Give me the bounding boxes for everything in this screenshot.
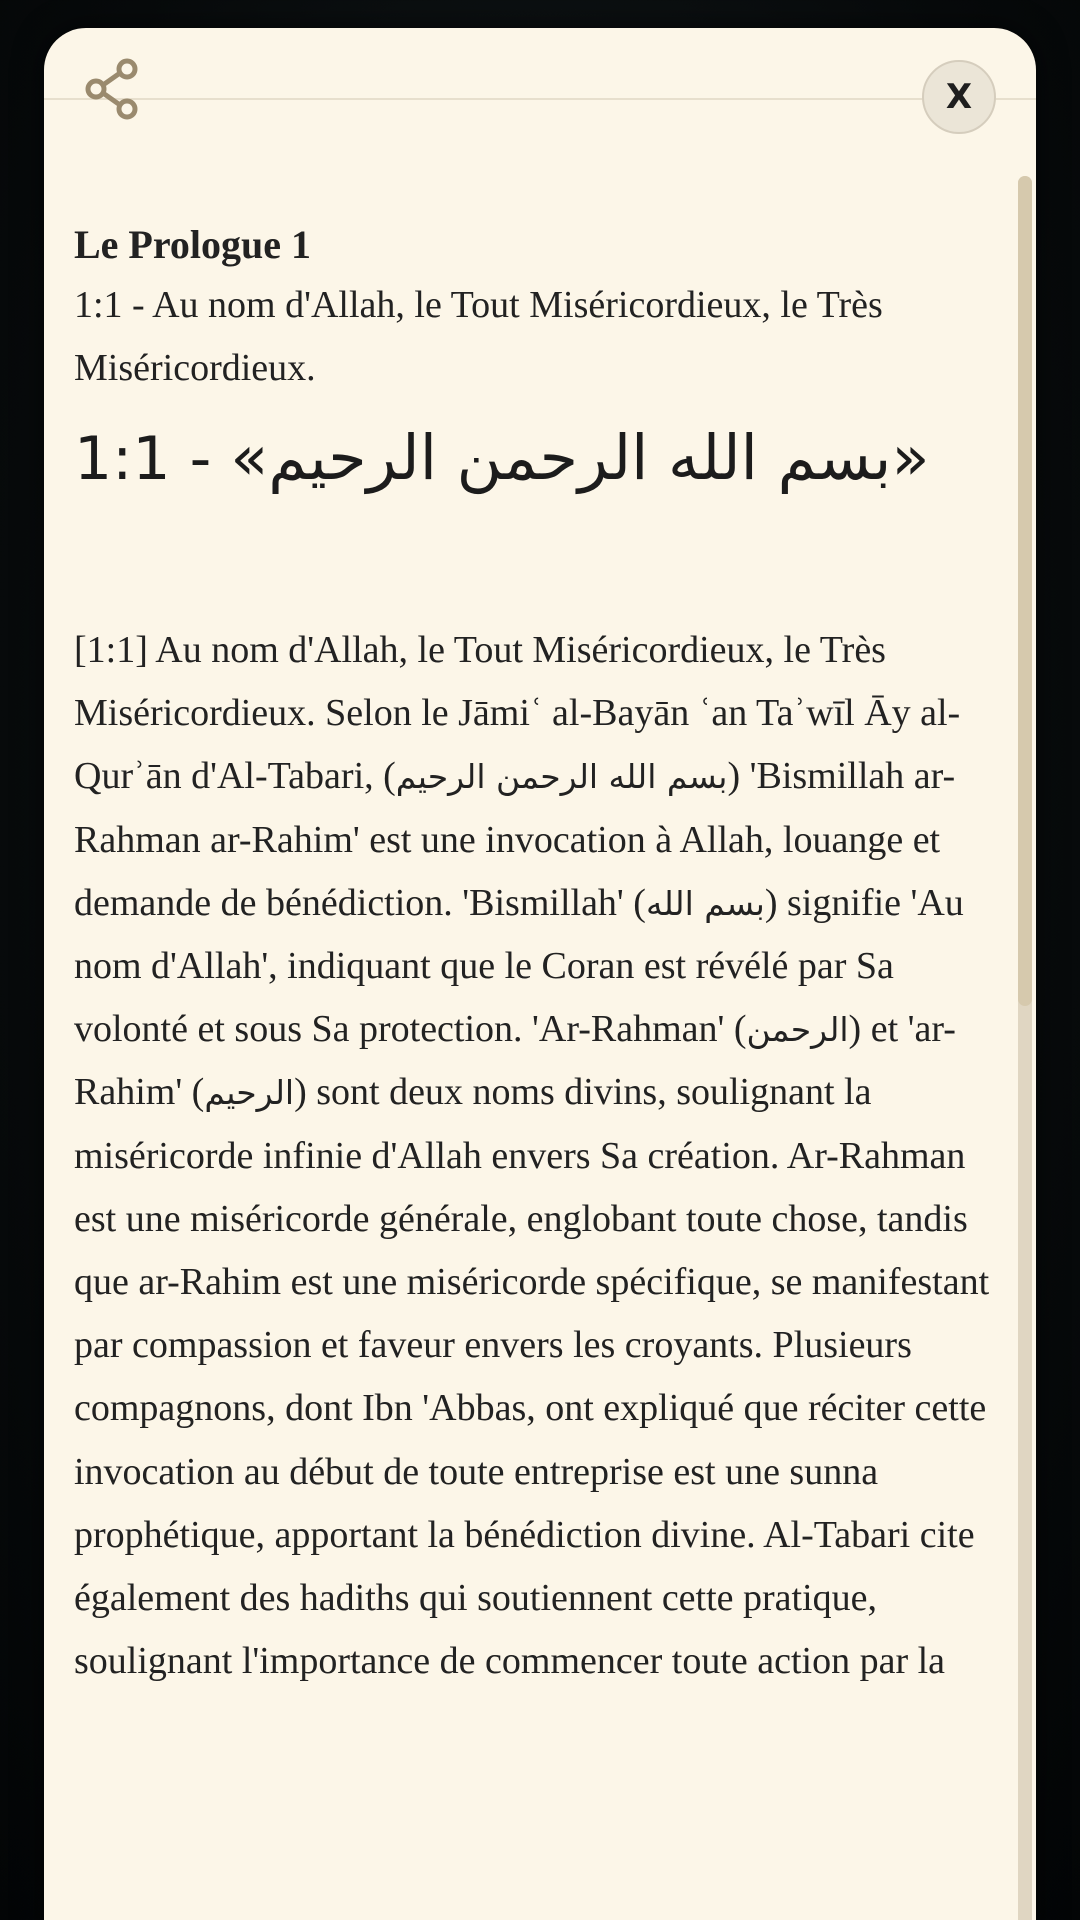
arabic-verse-text: «بسم الله الرحمن الرحيم» bbox=[230, 421, 930, 494]
commentary-text-2: ) 'Bismillah ar-Rahman ar-Rahim' est une invocation à Allah, louange et demande de bénédiction. 'Bismillah' ( bbox=[74, 755, 956, 924]
commentary-arabic-3: الرحمن bbox=[746, 1010, 849, 1050]
commentary-arabic-1: بسم الله الرحمن الرحيم bbox=[395, 757, 728, 797]
scrollbar-thumb[interactable] bbox=[1018, 176, 1032, 1006]
share-button[interactable] bbox=[82, 58, 144, 120]
commentary-text-1: [1:1] Au nom d'Allah, le Tout Miséricordieux, le Très Miséricordieux. Selon le Jāmiʿ al-Bayān ʿan Taʾwīl Āy al-Qurʾān d'Al-Tabari, ( bbox=[74, 629, 961, 798]
commentary-paragraph bbox=[74, 619, 994, 1693]
tafsir-sheet bbox=[44, 28, 1036, 1920]
commentary-arabic-4: الرحيم bbox=[204, 1073, 295, 1113]
verse-arabic bbox=[74, 408, 994, 509]
close-button[interactable] bbox=[922, 60, 996, 134]
commentary-text-5: ) sont deux noms divins, soulignant la miséricorde infinie d'Allah envers Sa création. Ar-Rahman est une miséricorde générale, englobant toute chose, tandis que ar-Rahim est une miséricorde spécifique, se manifestant par compassion et faveur envers les croyants. Plusieurs compagnons, dont Ibn 'Abbas, ont expliqué que réciter cette invocation au début de toute entreprise est une sunna prophétique, apportant la bénédiction divine. Al-Tabari cite également des hadiths qui soutiennent cette pratique, soulignant l'importance de commencer toute action par la bbox=[74, 1071, 990, 1683]
section-title: Le Prologue 1 bbox=[74, 222, 312, 267]
verse-number: 1:1 - bbox=[74, 424, 231, 494]
commentary-text-4: ) et 'ar-Rahim' ( bbox=[74, 1008, 956, 1114]
commentary-arabic-2: بسم الله bbox=[645, 883, 765, 923]
tafsir-content bbox=[74, 218, 994, 1693]
verse-translation: 1:1 - Au nom d'Allah, le Tout Miséricordieux, le Très Miséricordieux. bbox=[74, 284, 883, 389]
sheet-header bbox=[44, 28, 1036, 117]
close-label: X bbox=[945, 77, 973, 117]
commentary-text-3: ) signifie 'Au nom d'Allah', indiquant que le Coran est révélé par Sa volonté et sous Sa protection. 'Ar-Rahman' ( bbox=[74, 881, 964, 1051]
share-icon bbox=[82, 58, 144, 120]
